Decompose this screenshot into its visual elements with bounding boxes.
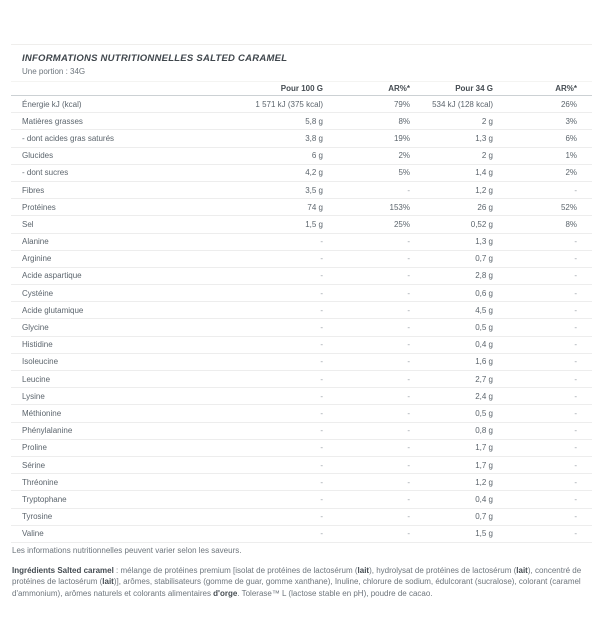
portion-info: Une portion : 34G: [22, 67, 86, 76]
table-row: [11, 147, 592, 164]
cell-per100: -: [196, 233, 323, 250]
cell-per100: -: [196, 525, 323, 542]
cell-per100: 6 g: [196, 147, 323, 164]
cell-ar100: -: [323, 456, 410, 473]
row-label: Acide aspartique: [11, 267, 196, 284]
cell-ar34: -: [493, 388, 592, 405]
row-label: Leucine: [11, 371, 196, 388]
table-row: [11, 130, 592, 147]
table-row: [11, 388, 592, 405]
ingredients-bold-segment: lait: [357, 565, 370, 575]
ingredients-segment: ), hydrolysat de protéines de lactosérum (: [369, 565, 517, 575]
cell-ar100: -: [323, 319, 410, 336]
row-label: Acide glutamique: [11, 302, 196, 319]
cell-per100: -: [196, 267, 323, 284]
row-label: Fibres: [11, 181, 196, 198]
table-row: [11, 199, 592, 216]
cell-ar34: -: [493, 422, 592, 439]
cell-per34: 0,4 g: [410, 491, 493, 508]
table-row: [11, 422, 592, 439]
table-row: [11, 181, 592, 198]
cell-ar100: -: [323, 422, 410, 439]
cell-per34: 0,4 g: [410, 336, 493, 353]
row-label: Lysine: [11, 388, 196, 405]
row-label: Énergie kJ (kcal): [11, 96, 196, 113]
cell-per100: -: [196, 285, 323, 302]
cell-per100: 4,2 g: [196, 164, 323, 181]
cell-ar100: -: [323, 302, 410, 319]
cell-per100: -: [196, 439, 323, 456]
row-label: Tyrosine: [11, 508, 196, 525]
table-row: [11, 439, 592, 456]
row-label: Sérine: [11, 456, 196, 473]
ingredients-bold-segment: d'orge: [213, 588, 238, 598]
table-row: [11, 491, 592, 508]
col-header-label: [11, 82, 196, 96]
cell-ar100: 153%: [323, 199, 410, 216]
table-row: [11, 216, 592, 233]
cell-per34: 26 g: [410, 199, 493, 216]
cell-ar34: -: [493, 285, 592, 302]
cell-ar34: -: [493, 525, 592, 542]
cell-ar100: -: [323, 233, 410, 250]
cell-ar100: -: [323, 353, 410, 370]
cell-ar100: 19%: [323, 130, 410, 147]
cell-ar34: -: [493, 302, 592, 319]
cell-per100: -: [196, 388, 323, 405]
ingredients-segment: )], arômes, stabilisateurs (gomme de guar, gomme xanthane), Inuline, chlorure de sodium, édulcorant (sucralose), colorant (caramel d'ammonium), arômes naturels et colorants alimentaires: [12, 577, 581, 598]
table-row: [11, 371, 592, 388]
cell-per100: 74 g: [196, 199, 323, 216]
cell-ar100: -: [323, 508, 410, 525]
row-label: Cystéine: [11, 285, 196, 302]
table-row: [11, 267, 592, 284]
cell-ar34: 6%: [493, 130, 592, 147]
row-label: Tryptophane: [11, 491, 196, 508]
cell-ar34: 3%: [493, 113, 592, 130]
cell-per34: 1,7 g: [410, 439, 493, 456]
cell-per100: 5,8 g: [196, 113, 323, 130]
cell-per34: 1,7 g: [410, 456, 493, 473]
cell-per100: -: [196, 456, 323, 473]
cell-ar100: -: [323, 491, 410, 508]
cell-ar100: -: [323, 336, 410, 353]
row-label: Alanine: [11, 233, 196, 250]
cell-ar100: 25%: [323, 216, 410, 233]
cell-per100: -: [196, 302, 323, 319]
cell-per34: 1,3 g: [410, 233, 493, 250]
nutrition-table: [11, 81, 592, 543]
cell-ar34: -: [493, 233, 592, 250]
cell-ar100: -: [323, 285, 410, 302]
table-row: [11, 164, 592, 181]
cell-ar34: -: [493, 250, 592, 267]
table-body: [11, 96, 592, 543]
row-label: - dont sucres: [11, 164, 196, 181]
table-row: [11, 525, 592, 542]
table-row: [11, 508, 592, 525]
cell-ar34: -: [493, 319, 592, 336]
cell-ar34: -: [493, 181, 592, 198]
cell-ar100: 2%: [323, 147, 410, 164]
row-label: - dont acides gras saturés: [11, 130, 196, 147]
cell-ar100: 8%: [323, 113, 410, 130]
table-row: [11, 113, 592, 130]
table-row: [11, 233, 592, 250]
cell-ar100: -: [323, 388, 410, 405]
row-label: Matières grasses: [11, 113, 196, 130]
row-label: Méthionine: [11, 405, 196, 422]
table-row: [11, 336, 592, 353]
table-row: [11, 319, 592, 336]
row-label: Valine: [11, 525, 196, 542]
cell-per34: 0,52 g: [410, 216, 493, 233]
cell-per34: 1,2 g: [410, 474, 493, 491]
cell-ar34: -: [493, 371, 592, 388]
cell-per100: 1 571 kJ (375 kcal): [196, 96, 323, 113]
table-row: [11, 405, 592, 422]
cell-ar34: -: [493, 336, 592, 353]
cell-ar100: -: [323, 181, 410, 198]
cell-per34: 2,7 g: [410, 371, 493, 388]
cell-per100: -: [196, 474, 323, 491]
col-header-ar100: AR%*: [323, 82, 410, 96]
cell-ar34: 52%: [493, 199, 592, 216]
variation-note: Les informations nutritionnelles peuvent varier selon les saveurs.: [12, 545, 242, 555]
table-row: [11, 250, 592, 267]
row-label: Phénylalanine: [11, 422, 196, 439]
cell-per100: 3,8 g: [196, 130, 323, 147]
ingredients-segment: ), concentré de protéines de lactosérum (: [12, 565, 582, 587]
cell-ar100: -: [323, 525, 410, 542]
ingredients-bold-segment: Ingrédients Salted caramel: [12, 565, 114, 575]
cell-per34: 0,5 g: [410, 405, 493, 422]
cell-per100: -: [196, 508, 323, 525]
table-row: [11, 456, 592, 473]
row-label: Protéines: [11, 199, 196, 216]
cell-ar34: -: [493, 405, 592, 422]
col-header-per100: Pour 100 G: [196, 82, 323, 96]
cell-ar34: 26%: [493, 96, 592, 113]
cell-ar34: -: [493, 456, 592, 473]
cell-ar34: -: [493, 508, 592, 525]
cell-ar34: -: [493, 474, 592, 491]
cell-per34: 1,5 g: [410, 525, 493, 542]
cell-per34: 0,7 g: [410, 508, 493, 525]
cell-ar100: -: [323, 405, 410, 422]
ingredients-segment: : mélange de protéines premium [isolat de protéines de lactosérum (: [113, 565, 358, 575]
row-label: Isoleucine: [11, 353, 196, 370]
cell-per34: 0,8 g: [410, 422, 493, 439]
table-row: [11, 96, 592, 113]
cell-ar34: -: [493, 267, 592, 284]
cell-ar34: 1%: [493, 147, 592, 164]
nutrition-panel: [11, 44, 592, 599]
cell-per100: -: [196, 491, 323, 508]
cell-ar100: 5%: [323, 164, 410, 181]
cell-ar34: -: [493, 353, 592, 370]
cell-per100: -: [196, 371, 323, 388]
cell-per34: 0,6 g: [410, 285, 493, 302]
cell-per100: 1,5 g: [196, 216, 323, 233]
cell-ar34: -: [493, 491, 592, 508]
cell-per100: 3,5 g: [196, 181, 323, 198]
panel-title: INFORMATIONS NUTRITIONNELLES SALTED CARAMEL: [22, 53, 288, 64]
cell-per34: 1,2 g: [410, 181, 493, 198]
table-row: [11, 474, 592, 491]
row-label: Histidine: [11, 336, 196, 353]
cell-per34: 534 kJ (128 kcal): [410, 96, 493, 113]
cell-ar34: 2%: [493, 164, 592, 181]
cell-ar100: 79%: [323, 96, 410, 113]
cell-per100: -: [196, 405, 323, 422]
col-header-ar34: AR%*: [493, 82, 592, 96]
cell-per100: -: [196, 422, 323, 439]
cell-ar100: -: [323, 250, 410, 267]
cell-per34: 1,3 g: [410, 130, 493, 147]
row-label: Thréonine: [11, 474, 196, 491]
ingredients-segment: . Tolerase™ L (lactose stable en pH), poudre de cacao.: [237, 588, 433, 598]
table-header-row: [11, 82, 592, 96]
row-label: Glycine: [11, 319, 196, 336]
row-label: Glucides: [11, 147, 196, 164]
cell-ar100: -: [323, 439, 410, 456]
cell-per34: 2,8 g: [410, 267, 493, 284]
table-row: [11, 302, 592, 319]
cell-per34: 4,5 g: [410, 302, 493, 319]
table-row: [11, 353, 592, 370]
cell-per34: 0,7 g: [410, 250, 493, 267]
ingredients-bold-segment: lait: [516, 565, 528, 575]
ingredients-text: [11, 565, 592, 600]
cell-ar100: -: [323, 371, 410, 388]
cell-per100: -: [196, 250, 323, 267]
cell-per34: 1,6 g: [410, 353, 493, 370]
cell-per34: 1,4 g: [410, 164, 493, 181]
cell-per34: 2 g: [410, 113, 493, 130]
row-label: Arginine: [11, 250, 196, 267]
cell-ar100: -: [323, 474, 410, 491]
table-row: [11, 285, 592, 302]
cell-per100: -: [196, 336, 323, 353]
cell-per100: -: [196, 319, 323, 336]
cell-per34: 2,4 g: [410, 388, 493, 405]
cell-ar34: -: [493, 439, 592, 456]
ingredients-bold-segment: lait: [102, 577, 114, 587]
cell-ar100: -: [323, 267, 410, 284]
row-label: Sel: [11, 216, 196, 233]
col-header-per34: Pour 34 G: [410, 82, 493, 96]
row-label: Proline: [11, 439, 196, 456]
cell-per34: 0,5 g: [410, 319, 493, 336]
cell-per34: 2 g: [410, 147, 493, 164]
cell-per100: -: [196, 353, 323, 370]
cell-ar34: 8%: [493, 216, 592, 233]
